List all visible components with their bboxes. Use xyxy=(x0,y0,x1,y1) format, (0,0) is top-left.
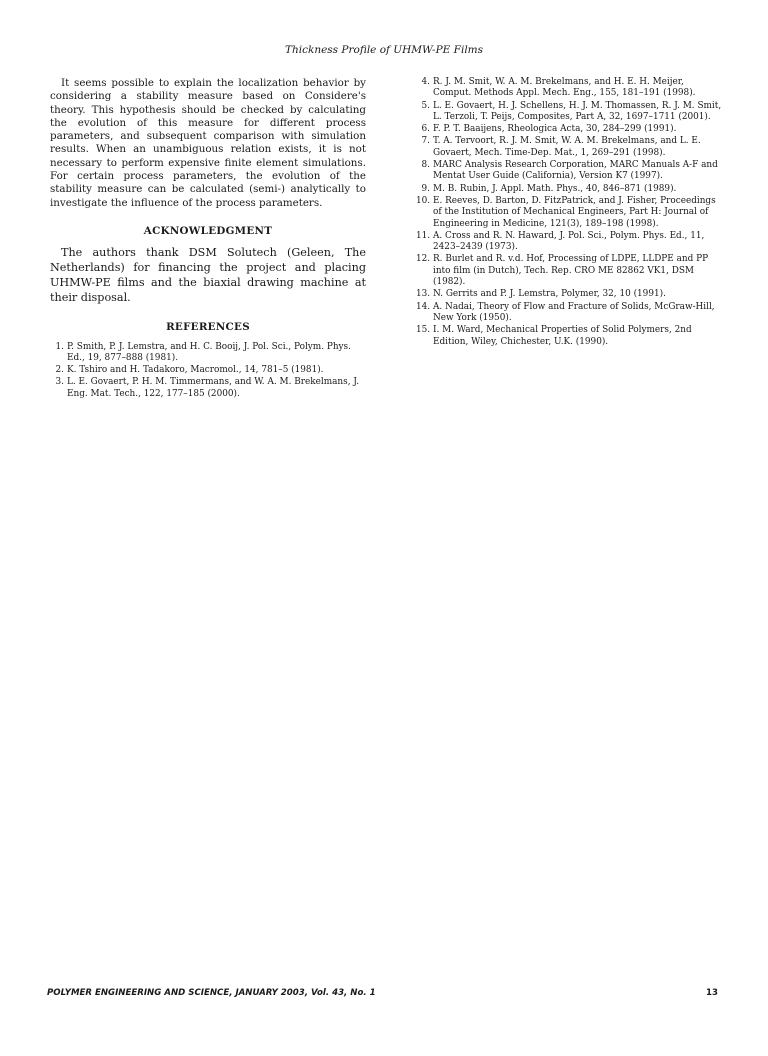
reference-item xyxy=(416,101,722,124)
references-list-left xyxy=(50,342,366,400)
reference-text: F. P. T. Baaijens, Rheologica Acta, 30, 284–299 (1991). xyxy=(433,124,677,135)
conclusion-paragraph: It seems possible to explain the localization behavior by considering a stability measure based on Considere's theory. This hypothesis should be checked by calculating the evolution of this measure for different process parameters, and subsequent comparison with simulation results. When an unambiguous relation exists, it is not necessary to perform expensive finite element simulations. For certain process parameters, the evolution of the stability measure can be calculated (semi-) analytically to investigate the influence of the process parameters. xyxy=(50,77,366,209)
reference-item xyxy=(416,325,722,348)
reference-item xyxy=(50,365,366,376)
reference-text: A. Nadai, Theory of Flow and Fracture of Solids, McGraw-Hill, New York (1950). xyxy=(433,301,715,323)
acknowledgment-text: The authors thank DSM Solutech (Geleen, The Netherlands) for financing the project and placing UHMW-PE films and the biaxial drawing machine at their disposal. xyxy=(50,246,366,305)
right-column xyxy=(416,77,722,349)
references-list-right xyxy=(416,77,722,348)
reference-number: 9. xyxy=(421,183,430,194)
running-head: Thickness Profile of UHMW-PE Films xyxy=(284,44,484,56)
reference-item xyxy=(416,136,722,159)
reference-item xyxy=(50,342,366,365)
reference-number: 6. xyxy=(421,124,430,135)
reference-number: 2. xyxy=(55,365,64,376)
reference-item xyxy=(416,77,722,100)
reference-number: 15. xyxy=(416,325,431,336)
reference-text: A. Cross and R. N. Haward, J. Pol. Sci., Polym. Phys. Ed., 11, 2423–2439 (1973). xyxy=(433,230,705,253)
reference-text: E. Reeves, D. Barton, D. FitzPatrick, and J. Fisher, Proceedings of the Institution of Mechanical Engineers, Part H: Journal of Engineering in Medicine, 121(3), 189–198 (1998). xyxy=(433,195,716,229)
reference-number: 5. xyxy=(421,100,430,111)
reference-text: MARC Analysis Research Corporation, MARC Manuals A-F and Mentat User Guide (California), Version K7 (1997). xyxy=(433,160,718,182)
reference-text: P. Smith, P. J. Lemstra, and H. C. Booij, J. Pol. Sci., Polym. Phys. Ed., 19, 877–888 (1981). xyxy=(67,341,351,363)
footer-journal-citation: POLYMER ENGINEERING AND SCIENCE, JANUARY 2003, Vol. 43, No. 1 xyxy=(47,988,376,998)
reference-number: 4. xyxy=(421,77,430,87)
reference-number: 3. xyxy=(55,377,64,388)
reference-number: 10. xyxy=(416,195,431,206)
reference-text: L. E. Govaert, P. H. M. Timmermans, and W. A. M. Brekelmans, J. Eng. Mat. Tech., 122, 177–185 (2000). xyxy=(67,377,360,399)
reference-number: 14. xyxy=(416,301,431,312)
reference-text: I. M. Ward, Mechanical Properties of Solid Polymers, 2nd Edition, Wiley, Chichester, U.K. (1990). xyxy=(433,325,692,347)
reference-number: 11. xyxy=(416,230,431,241)
reference-text: R. J. M. Smit, W. A. M. Brekelmans, and H. E. H. Meijer, Comput. Methods Appl. Mech. Eng., 155, 181–191 (1998). xyxy=(433,77,696,99)
reference-number: 12. xyxy=(416,254,431,265)
reference-number: 7. xyxy=(421,136,430,147)
reference-text: M. B. Rubin, J. Appl. Math. Phys., 40, 846–871 (1989). xyxy=(433,183,677,194)
page-number: 13 xyxy=(706,988,718,998)
reference-text: T. A. Tervoort, R. J. M. Smit, W. A. M. Brekelmans, and L. E. Govaert, Mech. Time-Dep. Mat., 1, 269–291 (1998). xyxy=(433,136,701,158)
reference-item xyxy=(416,289,722,300)
reference-text: R. Burlet and R. v.d. Hof, Processing of LDPE, LLDPE and PP into film (in Dutch), Tech. Rep. CRO ME 82862 VK1, DSM (1982). xyxy=(433,254,709,288)
reference-item xyxy=(416,254,722,288)
acknowledgment-heading: ACKNOWLEDGMENT xyxy=(143,224,273,237)
reference-item xyxy=(50,377,366,400)
reference-text: K. Tshiro and H. Tadakoro, Macromol., 14, 781–5 (1981). xyxy=(67,365,324,376)
reference-item xyxy=(416,124,722,135)
reference-number: 8. xyxy=(421,160,430,171)
reference-item xyxy=(416,184,722,195)
reference-text: N. Gerrits and P. J. Lemstra, Polymer, 32, 10 (1991). xyxy=(433,289,666,300)
reference-item xyxy=(416,231,722,254)
reference-item xyxy=(416,196,722,230)
reference-number: 1. xyxy=(55,341,64,352)
reference-item xyxy=(416,160,722,183)
reference-item xyxy=(416,302,722,325)
references-heading: REFERENCES xyxy=(166,321,250,334)
left-column xyxy=(50,77,366,401)
reference-number: 13. xyxy=(416,289,431,300)
reference-text: L. E. Govaert, H. J. Schellens, H. J. M. Thomassen, R. J. M. Smit, L. Terzoli, T. Peijs, Composites, Part A, 32, 1697–1711 (2001). xyxy=(433,100,722,122)
